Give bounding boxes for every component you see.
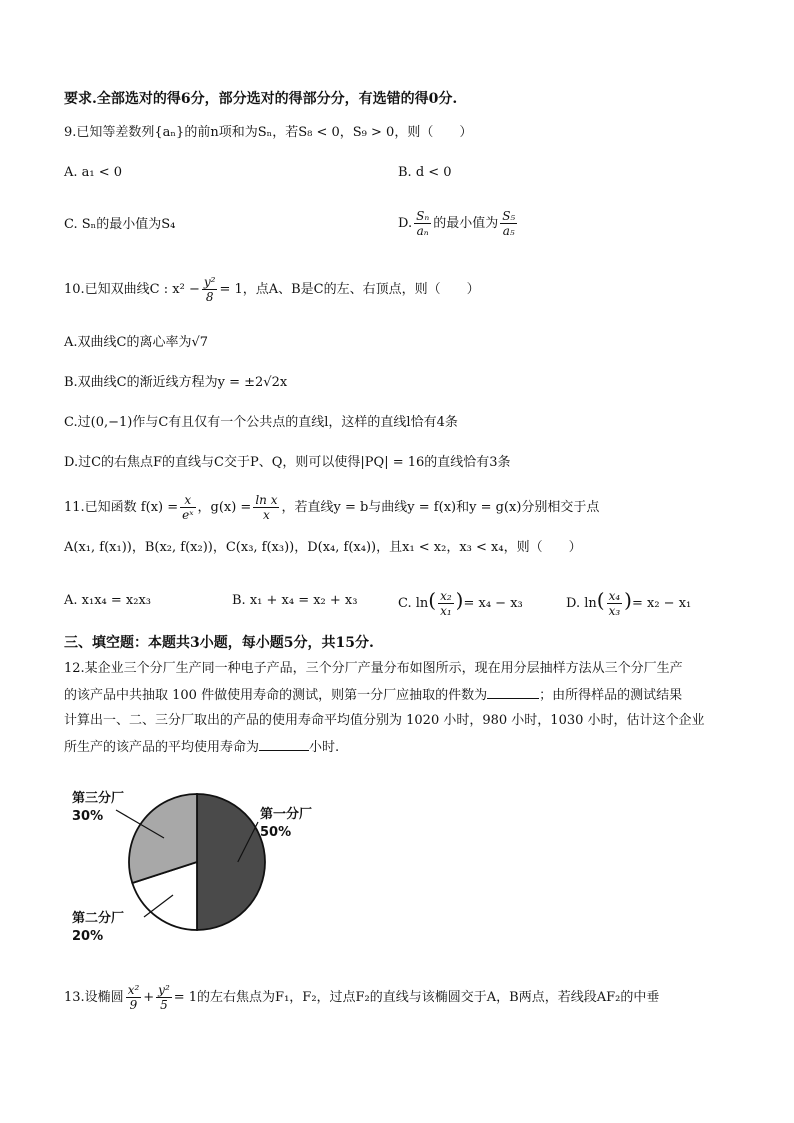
- q11-option-c: C. ln( $\frac{\text{x₂}}{\text{x₁}}$ )= x₄ − x₃: [398, 588, 523, 618]
- q9-stem: 9.已知等差数列{aₙ}的前n项和为Sₙ，若S₈ < 0，S₉ > 0，则（ ）: [64, 125, 473, 140]
- q11-f-fraction: [180, 493, 195, 522]
- q11-f-numerator: x: [180, 493, 195, 508]
- q13-denominator-1: 9: [129, 998, 138, 1012]
- q12-line-4: [64, 738, 339, 757]
- q9-option-a: A. a₁ < 0: [64, 165, 123, 180]
- q11-stem-prefix: 11.已知函数 f(x) =: [64, 500, 179, 515]
- q11-points: A(x₁, f(x₁))，B(x₂, f(x₂))，C(x₃, f(x₃))，D(x₄, f(x₄))，且x₁ < x₂，x₃ < x₄，则（ ）: [64, 540, 582, 555]
- q9-d-denominator-2: a₅: [502, 224, 515, 238]
- q12-line-4-suffix: 小时.: [309, 740, 340, 755]
- q11-stem-middle: ，g(x) =: [197, 500, 252, 515]
- q12-answer-blank-1: [487, 686, 539, 699]
- q11-d-numerator: x₄: [608, 589, 621, 603]
- q11-c-suffix: = x₄ − x₃: [463, 596, 523, 611]
- q11-g-denominator: x: [263, 508, 270, 522]
- pie-slice-label: 第二分厂: [72, 911, 125, 926]
- q10-denominator: 8: [205, 290, 214, 304]
- q13-denominator-2: 5: [160, 998, 168, 1012]
- q10-stem-suffix: = 1，点A、B是C的左、右顶点，则（ ）: [219, 282, 480, 297]
- q10-stem: [64, 270, 480, 310]
- q9-d-numerator: Sₙ: [416, 209, 430, 223]
- q12-line-2-prefix: 的该产品中共抽取 100 件做使用寿命的测试，则第一分厂应抽取的件数为: [64, 688, 488, 703]
- q12-line-3: 计算出一、二、三分厂取出的产品的使用寿命平均值分别为 1020 小时，980 小时，1030 小时，估计这个企业: [64, 713, 705, 728]
- q13-numerator-2: y²: [158, 983, 170, 997]
- q10-option-d: D.过C的右焦点F的直线与C交于P、Q，则可以使得|PQ| = 16的直线恰有3条: [64, 455, 511, 470]
- q13-stem: [64, 978, 659, 1018]
- pie-slice-percent: 50%: [260, 825, 292, 840]
- q13-plus: +: [143, 990, 155, 1005]
- q11-f-denominator: eˣ: [182, 508, 194, 522]
- q11-option-a: A. x₁x₄ = x₂x₃: [64, 593, 151, 608]
- q11-c-prefix: C. ln: [398, 596, 429, 611]
- q11-option-d: D. ln( $\frac{\text{x₄}}{\text{x₃}}$ )= x₂ − x₁: [566, 588, 692, 618]
- q9-d-fraction: [414, 209, 431, 238]
- pie-slice-percent: 20%: [72, 929, 104, 944]
- q9-d-fraction-2: [500, 209, 517, 238]
- q9-option-c: C. Sₙ的最小值为S₄: [64, 217, 176, 232]
- q11-d-suffix: = x₂ − x₁: [631, 596, 692, 611]
- q13-fraction-1: [126, 983, 142, 1012]
- q11-c-numerator: x₂: [440, 589, 452, 603]
- q9-d-denominator: aₙ: [416, 224, 429, 238]
- q9-option-d: [398, 204, 519, 244]
- pie-slice: [197, 794, 265, 930]
- q11-g-fraction: [253, 493, 279, 522]
- pie-slice-label: 第三分厂: [72, 791, 125, 806]
- q10-option-c: C.过(0,−1)作与C有且仅有一个公共点的直线l，这样的直线l恰有4条: [64, 415, 458, 430]
- q10-option-b: B.双曲线C的渐近线方程为y = ±2√2x: [64, 375, 288, 390]
- q13-fraction-2: [156, 983, 172, 1012]
- q9-option-b: B. d < 0: [398, 165, 452, 180]
- q11-g-numerator: ln x: [255, 493, 278, 507]
- q11-stem-suffix: ，若直线y = b与曲线y = f(x)和y = g(x)分别相交于点: [281, 500, 600, 515]
- q10-numerator: y²: [203, 275, 216, 289]
- q10-stem-prefix: 10.已知双曲线C : x² −: [64, 282, 200, 297]
- q9-d-numerator-2: S₅: [502, 209, 516, 223]
- q11-c-fraction: [438, 589, 454, 618]
- section-3-heading: 三、填空题：本题共3小题，每小题5分，共15分.: [64, 635, 374, 651]
- q11-c-denominator: x₁: [440, 604, 452, 618]
- q11-d-fraction: [607, 589, 623, 618]
- q9-d-middle: 的最小值为: [433, 216, 499, 231]
- q11-d-denominator: x₃: [608, 604, 621, 618]
- q12-line-4-prefix: 所生产的该产品的平均使用寿命为: [64, 740, 260, 755]
- q12-line-1: 12.某企业三个分厂生产同一种电子产品，三个分厂产量分布如图所示，现在用分层抽样方法从三个分厂生产: [64, 661, 683, 676]
- q12-line-2: [64, 686, 682, 705]
- pie-chart: [60, 770, 320, 960]
- q13-numerator-1: x²: [127, 983, 140, 997]
- q13-suffix: = 1的左右焦点为F₁，F₂，过点F₂的直线与该椭圆交于A，B两点，若线段AF₂的中垂: [173, 990, 660, 1005]
- pie-chart-svg: [60, 770, 320, 960]
- q11-d-prefix: D. ln: [566, 596, 597, 611]
- q13-prefix: 13.设椭圆: [64, 990, 124, 1005]
- pie-slice-percent: 30%: [72, 809, 104, 824]
- q11-stem: [64, 488, 599, 528]
- q12-answer-blank-2: [259, 738, 309, 751]
- q10-fraction: [202, 275, 218, 304]
- q11-option-b: B. x₁ + x₄ = x₂ + x₃: [232, 593, 358, 608]
- scoring-requirement: 要求.全部选对的得6分，部分选对的得部分分，有选错的得0分.: [64, 91, 458, 107]
- q10-option-a: A.双曲线C的离心率为√7: [64, 335, 209, 350]
- pie-slice-label: 第一分厂: [260, 807, 313, 822]
- q12-line-2-suffix: ；由所得样品的测试结果: [539, 688, 683, 703]
- q9-d-prefix: D.: [398, 216, 413, 231]
